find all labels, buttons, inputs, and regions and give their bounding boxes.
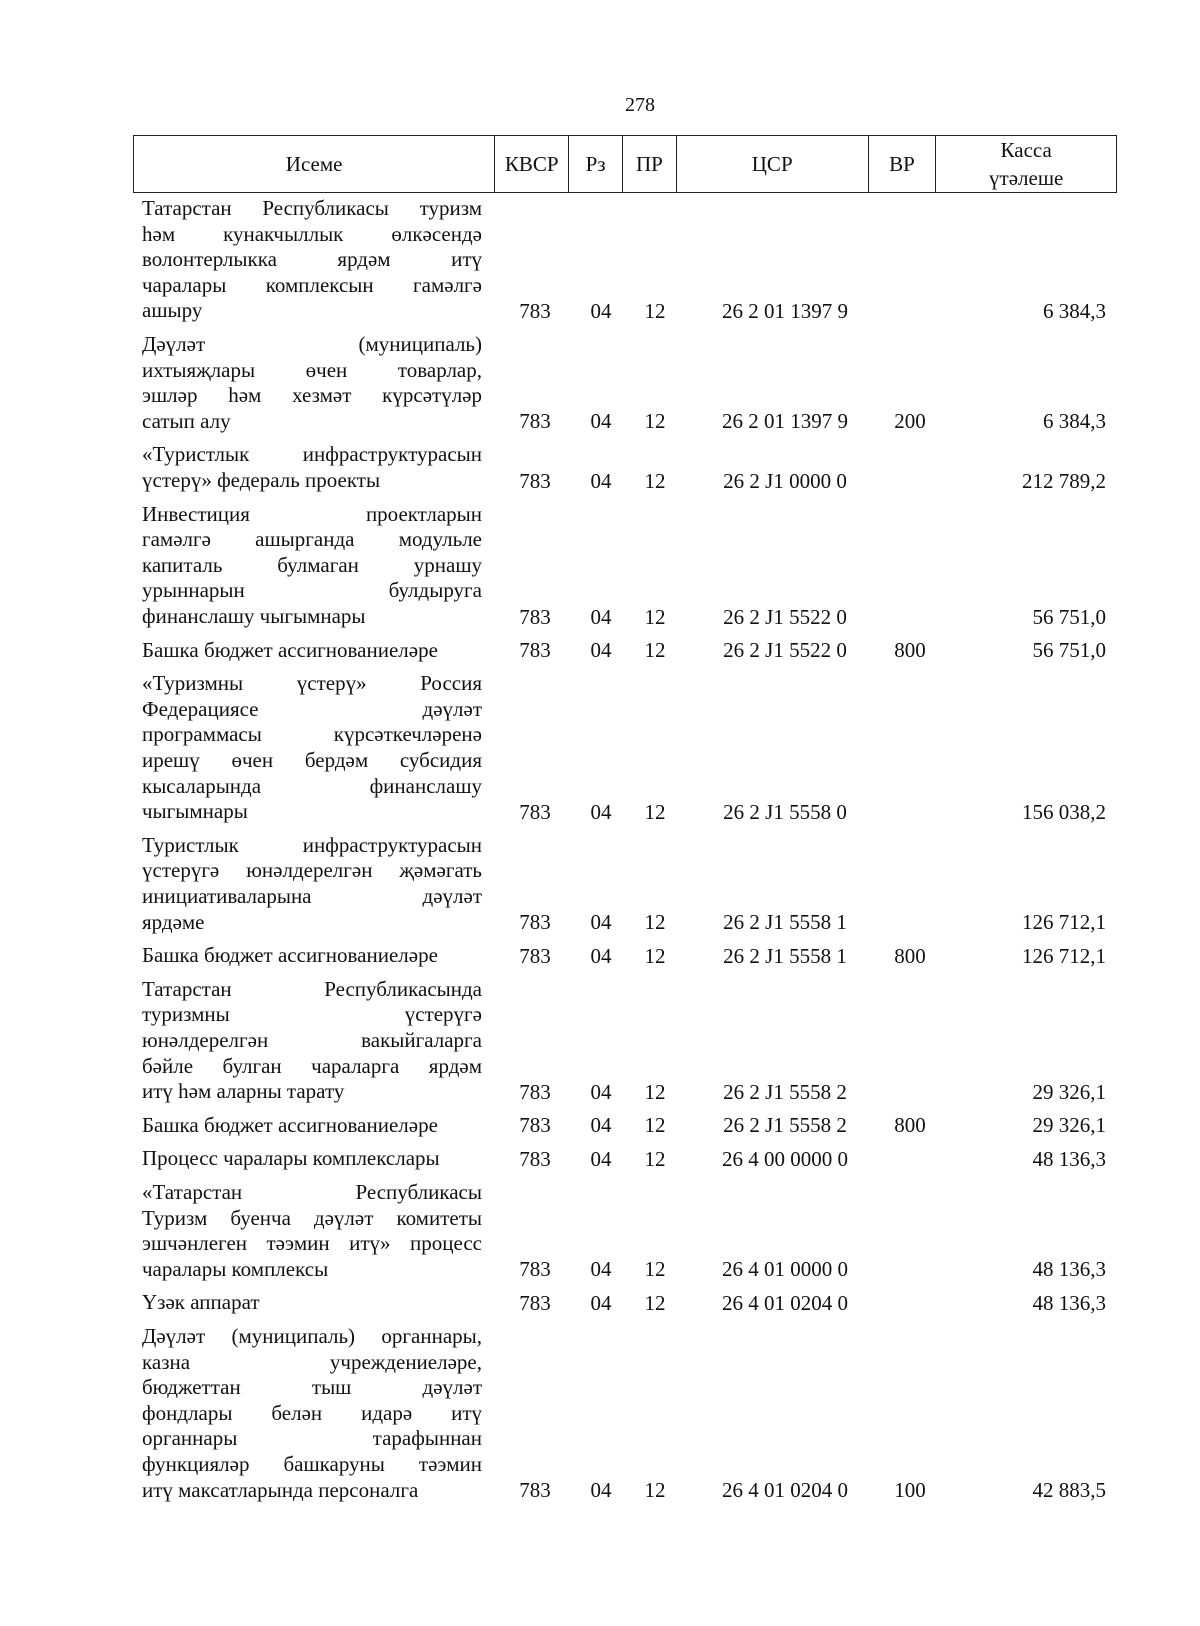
cell-name-line: «Туристлык инфраструктурасын: [142, 442, 482, 467]
cell-name-line: эшчәнлеген тәэмин итү» процесс: [142, 1231, 482, 1256]
cell-vr: 800: [894, 943, 926, 968]
cell-csr: 26 4 00 0000 0: [722, 1147, 848, 1171]
cell-name-line: Федерациясе дәүләт: [142, 696, 482, 721]
table-row: [0, 502, 1200, 630]
cell-name-line: капиталь булмаган урнашу: [142, 552, 482, 577]
cell-csr: 26 2 J1 5558 1: [723, 910, 847, 935]
cell-rz: 04: [590, 1257, 612, 1282]
cell-name: [142, 977, 482, 1105]
cell-csr: 26 2 J1 5558 2: [723, 1113, 847, 1138]
cell-name-line: итү максатларында персоналга: [142, 1477, 419, 1502]
header-kassa-line1: Касса: [1000, 138, 1052, 162]
cell-amount: 126 712,1: [1022, 910, 1106, 935]
cell-name-line: урыннарын булдыруга: [142, 578, 482, 603]
cell-name-line: волонтерлыкка ярдәм итү: [142, 247, 482, 272]
cell-name: [142, 671, 482, 825]
cell-pr: 12: [644, 1113, 666, 1138]
cell-kvsr: 783: [519, 1478, 551, 1503]
cell-pr: 12: [644, 299, 666, 323]
cell-vr: 800: [894, 1113, 926, 1138]
cell-rz: 04: [590, 468, 612, 493]
cell-name-line: эшләр һәм хезмәт күрсәтүләр: [142, 383, 482, 408]
cell-name-line: юнәлдерелгән вакыйгаларга: [142, 1027, 482, 1052]
cell-name: [142, 1180, 482, 1282]
cell-name-line: гамәлгә ашырганда модульле: [142, 527, 482, 552]
cell-vr: 200: [894, 409, 926, 434]
table-row: [0, 671, 1200, 825]
cell-kvsr: 783: [519, 943, 551, 968]
cell-kvsr: 783: [519, 468, 551, 493]
header-vr: ВР: [868, 136, 936, 192]
cell-amount: 126 712,1: [1022, 943, 1106, 968]
header-kassa: [935, 136, 1116, 192]
cell-name-line: Инвестиция проектларын: [142, 501, 482, 526]
cell-kvsr: 783: [519, 1257, 551, 1282]
cell-amount: 48 136,3: [1032, 1257, 1106, 1282]
cell-name-line: бюджеттан тыш дәүләт: [142, 1375, 482, 1400]
cell-name-line: һәм кунакчыллык өлкәсендә: [142, 221, 482, 246]
cell-name-line: финанслашу чыгымнары: [142, 603, 366, 628]
cell-name-line: функцияләр башкаруны тәэмин: [142, 1451, 482, 1476]
header-kvsr: КВСР: [494, 136, 568, 192]
cell-pr: 12: [644, 1147, 666, 1171]
cell-name-line: Процесс чаралары комплекслары: [142, 1146, 440, 1171]
cell-name-line: «Татарстан Республикасы: [142, 1180, 482, 1204]
cell-kvsr: 783: [519, 1113, 551, 1138]
cell-name-line: органнары тарафыннан: [142, 1426, 482, 1451]
cell-amount: 6 384,3: [1043, 299, 1106, 323]
cell-name-line: кысаларында финанслашу: [142, 773, 482, 798]
cell-csr: 26 2 J1 5558 0: [723, 799, 847, 824]
cell-name: [142, 502, 482, 630]
page-number: 278: [625, 94, 655, 116]
cell-kvsr: 783: [519, 1291, 551, 1315]
table-row: [0, 1180, 1200, 1282]
header-csr: ЦСР: [676, 136, 868, 192]
cell-amount: 6 384,3: [1043, 409, 1106, 434]
cell-name: [142, 638, 482, 664]
cell-name-line: ашыру: [142, 298, 203, 323]
cell-csr: 26 4 01 0204 0: [722, 1291, 848, 1315]
cell-name: [142, 833, 482, 935]
cell-name-line: программасы күрсәткечләренә: [142, 722, 482, 747]
cell-rz: 04: [590, 910, 612, 935]
cell-name-line: фондлары белән идарә итү: [142, 1400, 482, 1425]
cell-name-line: Башка бюджет ассигнованиеләре: [142, 943, 438, 968]
cell-csr: 26 2 J1 0000 0: [723, 468, 847, 493]
header-kassa-line2: үтәлеше: [989, 166, 1064, 190]
cell-pr: 12: [644, 604, 666, 629]
table-row: [0, 977, 1200, 1105]
cell-name-line: үстерү» федераль проекты: [142, 467, 381, 492]
cell-pr: 12: [644, 910, 666, 935]
table-row: [0, 196, 1200, 324]
cell-name-line: Дәүләт (муниципаль) органнары,: [142, 1324, 482, 1348]
cell-rz: 04: [590, 1291, 612, 1315]
cell-amount: 56 751,0: [1032, 604, 1106, 629]
table-row: [0, 638, 1200, 664]
cell-name-line: чаралары комплексы: [142, 1256, 329, 1281]
cell-rz: 04: [590, 409, 612, 434]
cell-kvsr: 783: [519, 409, 551, 434]
cell-amount: 156 038,2: [1022, 799, 1106, 824]
cell-kvsr: 783: [519, 1079, 551, 1104]
cell-name: [142, 1324, 482, 1503]
cell-name-line: «Туризмны үстерү» Россия: [142, 671, 482, 696]
cell-amount: 42 883,5: [1032, 1478, 1106, 1503]
cell-kvsr: 783: [519, 1147, 551, 1171]
cell-rz: 04: [590, 1147, 612, 1171]
cell-amount: 48 136,3: [1032, 1291, 1106, 1315]
cell-rz: 04: [590, 1079, 612, 1104]
cell-kvsr: 783: [519, 299, 551, 323]
cell-name-line: Дәүләт (муниципаль): [142, 332, 482, 356]
cell-pr: 12: [644, 1257, 666, 1282]
cell-pr: 12: [644, 1291, 666, 1315]
cell-name: [142, 943, 482, 969]
cell-pr: 12: [644, 943, 666, 968]
cell-name-line: туризмны үстерүгә: [142, 1002, 482, 1027]
cell-pr: 12: [644, 468, 666, 493]
cell-rz: 04: [590, 299, 612, 323]
cell-amount: 29 326,1: [1032, 1079, 1106, 1104]
cell-name-line: Татарстан Республикасы туризм: [142, 196, 482, 220]
cell-rz: 04: [590, 1113, 612, 1138]
table-row: [0, 1324, 1200, 1503]
cell-csr: 26 2 J1 5522 0: [723, 604, 847, 629]
cell-name-line: ярдәме: [142, 909, 205, 934]
cell-name-line: Башка бюджет ассигнованиеләре: [142, 1112, 438, 1137]
table-row: [0, 442, 1200, 493]
cell-pr: 12: [644, 638, 666, 663]
cell-pr: 12: [644, 409, 666, 434]
cell-kvsr: 783: [519, 799, 551, 824]
cell-csr: 26 4 01 0000 0: [722, 1257, 848, 1282]
header-name: Исеме: [285, 152, 343, 176]
cell-amount: 29 326,1: [1032, 1113, 1106, 1138]
cell-rz: 04: [590, 943, 612, 968]
cell-name-line: Туристлык инфраструктурасын: [142, 832, 482, 857]
cell-name-line: Башка бюджет ассигнованиеләре: [142, 637, 438, 662]
table-row: [0, 943, 1200, 969]
cell-name: [142, 1290, 482, 1316]
table-row: [0, 1113, 1200, 1139]
cell-name-line: ирешү өчен бердәм субсидия: [142, 747, 482, 772]
header-pr: ПР: [622, 136, 676, 192]
cell-pr: 12: [644, 1478, 666, 1503]
cell-csr: 26 2 J1 5558 1: [723, 943, 847, 968]
table-row: [0, 1146, 1200, 1172]
header-rz: Рз: [568, 136, 622, 192]
cell-rz: 04: [590, 799, 612, 824]
cell-name-line: инициативаларына дәүләт: [142, 883, 482, 908]
cell-csr: 26 2 J1 5522 0: [723, 638, 847, 663]
cell-name-line: Үзәк аппарат: [142, 1290, 260, 1315]
cell-name: [142, 1146, 482, 1172]
table-row: [0, 1290, 1200, 1316]
cell-name-line: казна учреждениеләре,: [142, 1349, 482, 1374]
cell-name-line: бәйле булган чараларга ярдәм: [142, 1053, 482, 1078]
cell-csr: 26 2 J1 5558 2: [723, 1079, 847, 1104]
cell-kvsr: 783: [519, 604, 551, 629]
cell-name-line: Туризм буенча дәүләт комитеты: [142, 1205, 482, 1230]
cell-name: [142, 442, 482, 493]
cell-name-line: сатып алу: [142, 408, 231, 433]
cell-rz: 04: [590, 604, 612, 629]
cell-csr: 26 4 01 0204 0: [722, 1478, 848, 1503]
cell-pr: 12: [644, 1079, 666, 1104]
cell-vr: 100: [894, 1478, 926, 1503]
cell-csr: 26 2 01 1397 9: [722, 409, 848, 434]
cell-name-line: Татарстан Республикасында: [142, 976, 482, 1001]
cell-name: [142, 1113, 482, 1139]
cell-vr: 800: [894, 638, 926, 663]
cell-name-line: үстерүгә юнәлдерелгән җәмәгать: [142, 858, 482, 883]
cell-name-line: чыгымнары: [142, 799, 248, 824]
cell-csr: 26 2 01 1397 9: [722, 299, 848, 323]
cell-rz: 04: [590, 638, 612, 663]
cell-amount: 56 751,0: [1032, 638, 1106, 663]
table-row: [0, 833, 1200, 935]
cell-name: [142, 332, 482, 434]
cell-pr: 12: [644, 799, 666, 824]
table-row: [0, 332, 1200, 434]
cell-kvsr: 783: [519, 910, 551, 935]
cell-name-line: итү һәм аларны тарату: [142, 1079, 345, 1104]
table-header: [133, 135, 1117, 193]
cell-rz: 04: [590, 1478, 612, 1503]
cell-name-line: ихтыяҗлары өчен товарлар,: [142, 357, 482, 382]
cell-name: [142, 196, 482, 324]
cell-kvsr: 783: [519, 638, 551, 663]
cell-amount: 48 136,3: [1032, 1147, 1106, 1171]
cell-name-line: чаралары комплексын гамәлгә: [142, 272, 482, 297]
cell-amount: 212 789,2: [1022, 468, 1106, 493]
